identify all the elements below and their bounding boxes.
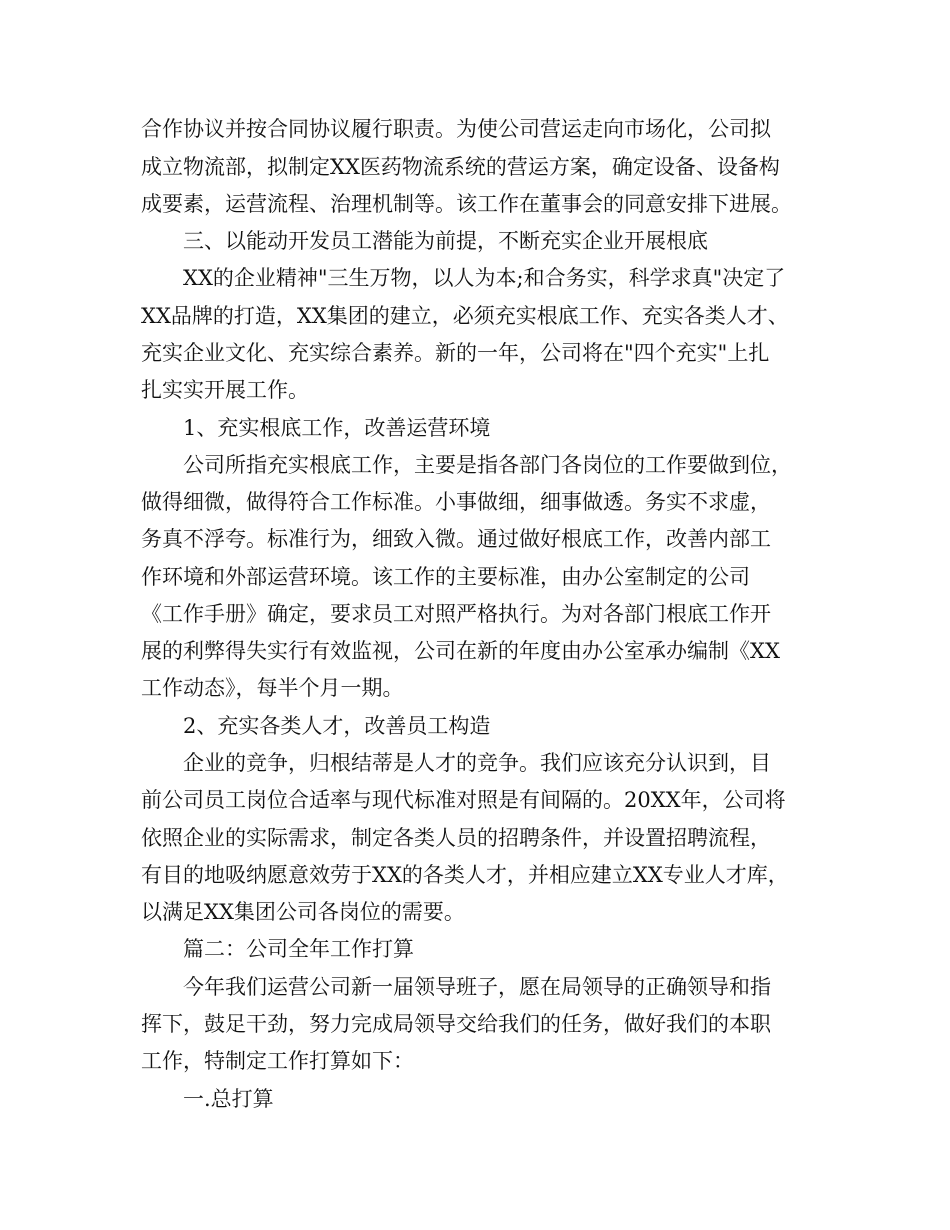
text-line-26: 工作，特制定工作打算如下：: [141, 1049, 414, 1073]
subheading-1: 1、充实根底工作，改善运营环境: [183, 416, 491, 440]
text-line-25: 挥下，鼓足干劲，努力完成局领导交给我们的任务，做好我们的本职: [141, 1012, 771, 1036]
text-line-13: 作环境和外部运营环境。该工作的主要标准，由办公室制定的公司: [141, 565, 750, 589]
text-line-1: 合作协议并按合同协议履行职责。为使公司营运走向市场化，公司拟: [141, 117, 771, 141]
text-line-8: 扎实实开展工作。: [141, 378, 309, 402]
text-line-7: 充实企业文化、充实综合素养。新的一年，公司将在"四个充实"上扎: [141, 341, 770, 365]
text-line-11: 做得细微，做得符合工作标准。小事做细，细事做透。务实不求虚，: [141, 490, 771, 514]
subheading-2: 2、充实各类人才，改善员工构造: [183, 714, 491, 738]
text-line-22: 以满足XX集团公司各岗位的需要。: [141, 900, 465, 924]
text-line-20: 依照企业的实际需求，制定各类人员的招聘条件，并设置招聘流程，: [141, 826, 771, 850]
text-line-12: 务真不浮夸。标准行为，细致入微。通过做好根底工作，改善内部工: [141, 527, 771, 551]
section-heading-1: 一.总打算: [183, 1087, 274, 1111]
text-line-16: 工作动态》，每半个月一期。: [141, 676, 404, 700]
text-line-3: 成要素，运营流程、治理机制等。该工作在董事会的同意安排下进展。: [141, 192, 792, 216]
section-heading-3: 三、以能动开发员工潜能为前提，不断充实企业开展根底: [183, 229, 708, 253]
text-line-5: XX的企业精神"三生万物，以人为本;和合务实，科学求真"决定了: [183, 266, 786, 290]
text-line-19: 前公司员工岗位合适率与现代标准对照是有间隔的。20XX年，公司将: [141, 788, 786, 812]
text-line-6: XX品牌的打造，XX集团的建立，必须充实根底工作、充实各类人才、: [141, 304, 789, 328]
text-line-14: 《工作手册》确定，要求员工对照严格执行。为对各部门根底工作开: [141, 602, 771, 626]
part-heading: 篇二：公司全年工作打算: [183, 937, 414, 961]
text-line-21: 有目的地吸纳愿意效劳于XX的各类人才，并相应建立XX专业人才库，: [141, 863, 789, 887]
text-line-24: 今年我们运营公司新一届领导班子，愿在局领导的正确领导和指: [183, 975, 771, 999]
text-line-10: 公司所指充实根底工作，主要是指各部门各岗位的工作要做到位，: [183, 453, 792, 477]
text-line-2: 成立物流部，拟制定XX医药物流系统的营运方案，确定设备、设备构: [141, 155, 780, 179]
text-line-18: 企业的竞争，归根结蒂是人才的竞争。我们应该充分认识到，目: [183, 751, 771, 775]
text-line-15: 展的利弊得失实行有效监视，公司在新的年度由办公室承办编制《XX: [141, 639, 780, 663]
